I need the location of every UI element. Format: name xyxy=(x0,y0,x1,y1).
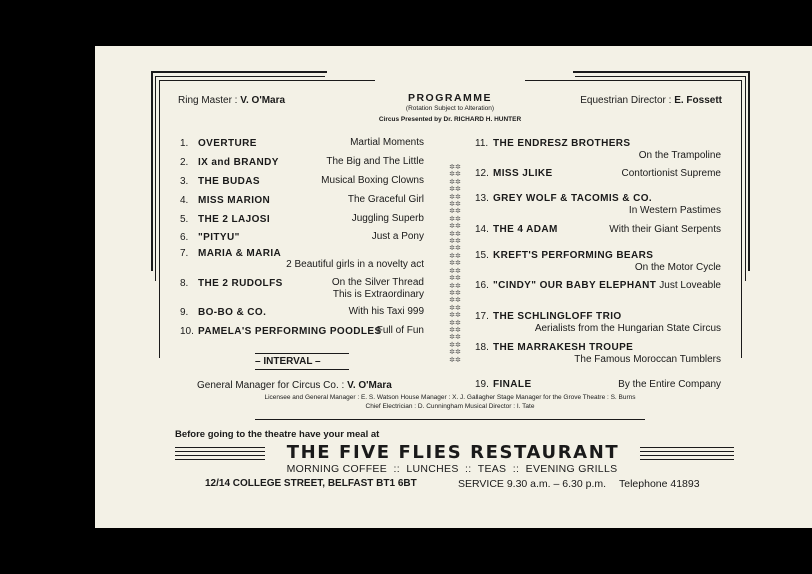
act-description: With their Giant Serpents xyxy=(609,224,721,235)
act-number: 4. xyxy=(180,195,189,206)
frame-line xyxy=(155,76,156,281)
ad-rule xyxy=(640,451,734,452)
act-description: Contortionist Supreme xyxy=(621,168,721,179)
act-name: THE BUDAS xyxy=(198,176,260,187)
frame-line xyxy=(745,76,746,281)
star-border: ✲✲ ✲✲ ✲✲ ✲✲ ✲✲ ✲✲ ✲✲ ✲✲ ✲✲ ✲✲ ✲✲ ✲✲ ✲✲ ✲✲ ✲✲ ✲✲ ✲✲ ✲✲ ✲✲ ✲✲ ✲✲ ✲✲ ✲✲ ✲✲ ✲✲ ✲✲ ✲✲ xyxy=(449,164,461,364)
act-number: 8. xyxy=(180,278,189,289)
ad-rule xyxy=(640,459,734,460)
credits-line: Licensee and General Manager : E. S. Watson House Manager : X. J. Gallagher Stage Manager for the Grove Theatre : S. Burns xyxy=(264,394,636,401)
frame-line xyxy=(151,71,153,271)
programme-page xyxy=(95,46,812,528)
act-number: 10. xyxy=(180,326,194,337)
act-name: MISS JLIKE xyxy=(493,168,553,179)
act-number: 7. xyxy=(180,248,189,259)
act-name: THE 2 RUDOLFS xyxy=(198,278,283,289)
act-description: On the Motor Cycle xyxy=(634,262,721,273)
act-description: This is Extraordinary xyxy=(332,289,424,300)
act-description: The Famous Moroccan Tumblers xyxy=(574,354,721,365)
frame-line xyxy=(741,80,742,358)
act-number: 12. xyxy=(475,168,489,179)
equestrian-label: Equestrian Director : xyxy=(580,95,672,106)
act-name: GREY WOLF & TACOMIS & CO. xyxy=(493,193,653,204)
frame-line xyxy=(159,80,160,358)
restaurant-address: 12/14 COLLEGE STREET, BELFAST BT1 6BT xyxy=(205,478,417,489)
act-name: FINALE xyxy=(493,379,532,390)
act-number: 15. xyxy=(475,250,489,261)
ring-master-name: V. O'Mara xyxy=(240,95,286,106)
ad-rule xyxy=(175,459,265,460)
page-title: PROGRAMME xyxy=(407,92,493,104)
interval-label: – INTERVAL – xyxy=(255,356,321,367)
act-description: The Graceful Girl xyxy=(347,194,424,205)
general-manager xyxy=(197,380,392,391)
act-description: Just Loveable xyxy=(659,280,721,291)
act-description: Musical Boxing Clowns xyxy=(321,175,424,186)
act-description: In Western Pastimes xyxy=(628,205,721,216)
act-description: Just a Pony xyxy=(371,231,424,242)
frame-line xyxy=(525,80,742,81)
ad-rule xyxy=(175,447,265,448)
act-description: On the Silver Thread xyxy=(331,277,424,288)
act-number: 16. xyxy=(475,280,489,291)
act-number: 13. xyxy=(475,193,489,204)
act-name: "CINDY" OUR BABY ELEPHANT xyxy=(493,280,657,291)
act-name: THE SCHLINGLOFF TRIO xyxy=(493,311,622,322)
equestrian-director xyxy=(580,95,722,106)
restaurant-name: THE FIVE FLIES RESTAURANT xyxy=(286,442,620,463)
act-description: Aerialists from the Hungarian State Circus xyxy=(534,323,721,334)
ring-master xyxy=(178,95,285,106)
equestrian-name: E. Fossett xyxy=(674,95,722,106)
act-description: On the Trampoline xyxy=(638,150,721,161)
ad-rule xyxy=(175,451,265,452)
restaurant-hours: SERVICE 9.30 a.m. – 6.30 p.m. xyxy=(458,478,607,490)
frame-line xyxy=(155,76,325,77)
act-name: THE 4 ADAM xyxy=(493,224,558,235)
act-name: OVERTURE xyxy=(198,138,257,149)
restaurant-telephone: Telephone 41893 xyxy=(619,478,700,490)
ad-rule xyxy=(175,455,265,456)
ad-intro: Before going to the theatre have your meal at xyxy=(175,429,380,440)
frame-line xyxy=(575,76,746,77)
frame-line xyxy=(159,80,375,81)
act-name: MARIA & MARIA xyxy=(198,248,282,259)
act-name: THE MARRAKESH TROUPE xyxy=(493,342,634,353)
act-name: "PITYU" xyxy=(198,232,240,243)
interval-text: INTERVAL xyxy=(263,356,313,367)
restaurant-services: MORNING COFFEE :: LUNCHES :: TEAS :: EVENING GRILLS xyxy=(286,463,618,475)
act-description: The Big and The Little xyxy=(326,156,424,167)
act-description: 2 Beautiful girls in a novelty act xyxy=(286,259,424,270)
act-number: 9. xyxy=(180,307,189,318)
act-number: 1. xyxy=(180,138,189,149)
act-description: Full of Fun xyxy=(376,325,424,336)
ring-master-label: Ring Master : xyxy=(178,95,238,106)
act-name: MISS MARION xyxy=(198,195,271,206)
act-description: By the Entire Company xyxy=(618,379,721,390)
act-number: 3. xyxy=(180,176,189,187)
act-number: 5. xyxy=(180,214,189,225)
act-name: THE ENDRESZ BROTHERS xyxy=(493,138,631,149)
act-number: 6. xyxy=(180,232,189,243)
act-name: THE 2 LAJOSI xyxy=(198,214,271,225)
act-number: 17. xyxy=(475,311,489,322)
rotation-note: (Rotation Subject to Alteration) xyxy=(405,105,495,112)
act-name: BO-BO & CO. xyxy=(198,307,267,318)
frame-line xyxy=(151,71,327,73)
frame-line xyxy=(748,71,750,271)
act-number: 2. xyxy=(180,157,189,168)
act-number: 11. xyxy=(475,138,489,149)
interval-rule xyxy=(255,353,349,354)
act-description: Juggling Superb xyxy=(351,213,424,224)
act-name: IX and BRANDY xyxy=(198,157,279,168)
gm-label: General Manager for Circus Co. : xyxy=(197,380,345,391)
act-number: 19. xyxy=(475,379,489,390)
gm-name: V. O'Mara xyxy=(347,380,392,391)
presented-by: Circus Presented by Dr. RICHARD H. HUNTER xyxy=(378,116,522,123)
credits-line: Chief Electrician : D. Cunningham Musical Director : I. Tate xyxy=(365,403,535,410)
act-number: 18. xyxy=(475,342,489,353)
frame-line xyxy=(573,71,750,73)
ad-rule xyxy=(640,447,734,448)
act-name: PAMELA'S PERFORMING POODLES xyxy=(198,326,382,337)
act-description: Martial Moments xyxy=(350,137,424,148)
act-number: 14. xyxy=(475,224,489,235)
ad-rule xyxy=(640,455,734,456)
act-name: KREFT'S PERFORMING BEARS xyxy=(493,250,654,261)
divider xyxy=(255,419,645,420)
act-description: With his Taxi 999 xyxy=(348,306,424,317)
interval-rule xyxy=(255,369,349,370)
